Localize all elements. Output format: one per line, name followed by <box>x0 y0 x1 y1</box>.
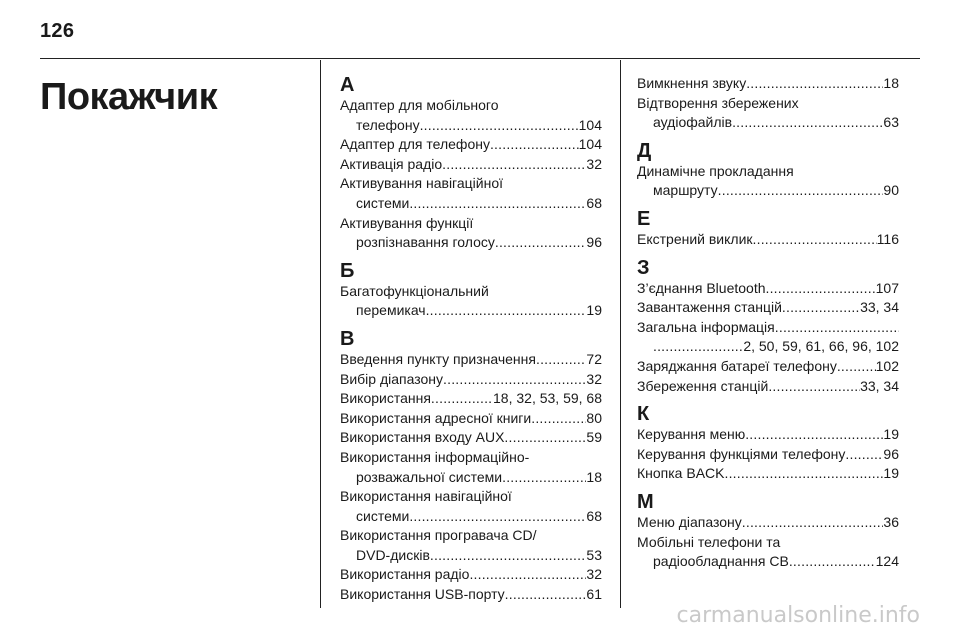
entry-line <box>637 74 899 94</box>
entry-text: Активація радіо <box>340 155 443 172</box>
entry-line <box>340 448 602 468</box>
index-entry <box>637 162 899 201</box>
entry-line <box>340 282 602 302</box>
entry-text: Заряджання батареї телефону <box>637 357 837 374</box>
entry-continuation <box>637 181 899 201</box>
entry-line <box>340 135 602 155</box>
index-entry <box>340 174 602 213</box>
page-ref: 68 <box>586 507 602 524</box>
index-section <box>340 328 602 605</box>
entry-line <box>637 357 899 377</box>
leader-dots <box>431 389 493 409</box>
page-ref: 19 <box>883 426 899 443</box>
entry-line <box>340 96 602 116</box>
index-entry <box>340 428 602 448</box>
index-entry <box>340 350 602 370</box>
entry-text: аудіофайлів <box>653 114 733 131</box>
index-entry <box>637 377 899 397</box>
section-letter: А <box>340 74 355 96</box>
page-ref: 59 <box>586 429 602 446</box>
index-column-2 <box>637 74 899 572</box>
leader-dots <box>718 181 884 201</box>
index-entry <box>340 155 602 175</box>
entry-text: Завантаження станцій <box>637 299 782 316</box>
leader-dots <box>430 546 587 566</box>
page-ref: 53 <box>586 546 602 563</box>
entry-text: радіообладнання CB <box>653 553 789 570</box>
entry-text: перемикач <box>356 302 426 319</box>
entry-continuation <box>340 116 602 136</box>
page-ref: 72 <box>586 350 602 367</box>
index-entry <box>340 565 602 585</box>
column-divider <box>620 60 621 608</box>
leader-dots <box>443 370 586 390</box>
page-ref: 32 <box>586 566 602 583</box>
index-entry <box>637 298 899 318</box>
page-ref: 116 <box>876 230 899 247</box>
entry-text: телефону <box>356 116 420 133</box>
entry-text: Мобільні телефони та <box>637 533 781 550</box>
leader-dots <box>502 468 586 488</box>
entry-text: Вимкнення звуку <box>637 75 747 91</box>
entry-text: розважальної системи <box>356 468 503 485</box>
leader-dots <box>732 113 883 133</box>
entry-line <box>340 585 602 605</box>
entry-text: Використання радіо <box>340 566 470 583</box>
index-entry <box>340 135 602 155</box>
entry-text: Збереження станцій <box>637 377 769 394</box>
leader-dots <box>531 409 586 429</box>
index-entry <box>637 94 899 133</box>
page-ref: 68 <box>586 194 602 211</box>
index-section <box>637 74 899 133</box>
leader-dots <box>746 74 883 94</box>
leader-dots <box>782 298 860 318</box>
entry-line <box>340 526 602 546</box>
page-ref: 33, 34 <box>860 377 899 394</box>
leader-dots <box>442 155 586 175</box>
entry-line <box>340 487 602 507</box>
index-entry <box>340 487 602 526</box>
page-ref: 61 <box>586 586 602 603</box>
entry-text: З’єднання Bluetooth <box>637 279 766 296</box>
entry-line <box>637 279 899 299</box>
index-section <box>637 257 899 397</box>
entry-line <box>340 389 602 409</box>
page-ref: 104 <box>578 136 602 153</box>
entry-line <box>340 350 602 370</box>
header-rule <box>40 58 920 59</box>
page-ref: 102 <box>875 357 899 374</box>
entry-continuation <box>637 113 899 133</box>
leader-dots <box>837 357 876 377</box>
section-letter: К <box>637 403 650 426</box>
leader-dots <box>505 585 587 605</box>
index-section <box>340 260 602 321</box>
entry-line <box>637 230 899 250</box>
entry-text: Екстрений виклик <box>637 230 753 247</box>
page-ref: 2, 50, 59, 61, 66, 96, 102 <box>743 338 899 355</box>
entry-text: Використання програвача CD/ <box>340 527 537 544</box>
entry-line <box>637 377 899 397</box>
entry-text: Багатофункціональний <box>340 282 489 299</box>
entry-continuation <box>340 507 602 527</box>
entry-text: Кнопка BACK <box>637 465 725 482</box>
page-ref: 124 <box>875 553 899 570</box>
entry-line <box>637 513 899 533</box>
leader-dots <box>753 230 877 250</box>
index-title: Покажчик <box>40 76 218 118</box>
entry-line <box>637 162 899 182</box>
index-section <box>637 140 899 201</box>
leader-dots <box>768 377 860 397</box>
entry-text: Керування функціями телефону <box>637 445 846 462</box>
page-ref: 18 <box>586 468 602 485</box>
entry-text: Використання інформаційно- <box>340 448 530 465</box>
entry-continuation <box>340 194 602 214</box>
entry-line <box>340 370 602 390</box>
page-ref: 80 <box>586 409 602 426</box>
entry-line <box>340 428 602 448</box>
watermark: carmanualsonline.info <box>676 603 920 628</box>
entry-text: Використання входу AUX <box>340 429 505 446</box>
index-entry <box>637 318 899 357</box>
index-entry <box>637 513 899 533</box>
entry-text: Активування навігаційної <box>340 175 503 192</box>
entry-line <box>637 298 899 318</box>
entry-text: Вибір діапазону <box>340 370 444 387</box>
entry-text: Використання навігаційної <box>340 488 512 505</box>
entry-text: Відтворення збережених <box>637 94 799 111</box>
index-entry <box>340 585 602 605</box>
entry-continuation <box>637 552 899 572</box>
page-ref: 107 <box>875 279 899 296</box>
section-letter: Б <box>340 259 355 282</box>
leader-dots <box>495 233 587 253</box>
index-entry <box>340 214 602 253</box>
entry-text: Меню діапазону <box>637 513 742 530</box>
leader-dots <box>469 565 586 585</box>
page-ref: 32 <box>586 370 602 387</box>
section-letter: З <box>637 256 650 279</box>
index-entry <box>340 370 602 390</box>
entry-text: Адаптер для телефону <box>340 136 490 153</box>
leader-dots <box>766 279 876 299</box>
index-section <box>340 74 602 253</box>
entry-line <box>637 445 899 465</box>
leader-dots <box>845 445 883 465</box>
index-entry <box>340 448 602 487</box>
entry-text: Загальна інформація <box>637 318 775 335</box>
entry-line <box>637 318 899 338</box>
page-ref: 19 <box>883 465 899 482</box>
index-entry <box>637 425 899 445</box>
section-letter: В <box>340 327 355 350</box>
entry-line <box>340 155 602 175</box>
page-ref: 18, 32, 53, 59, 68 <box>493 390 602 407</box>
leader-dots <box>789 552 876 572</box>
page-ref: 104 <box>578 116 602 133</box>
page-ref: 32 <box>586 155 602 172</box>
section-letter: Д <box>637 139 652 162</box>
page-number: 126 <box>40 20 75 42</box>
leader-dots <box>490 135 579 155</box>
entry-text: Динамічне прокладання <box>637 162 794 179</box>
page-ref: 90 <box>883 182 899 199</box>
index-entry <box>340 409 602 429</box>
index-entry <box>637 230 899 250</box>
entry-line <box>340 565 602 585</box>
leader-dots <box>420 116 579 136</box>
section-letter: Е <box>637 207 651 230</box>
entry-text: Введення пункту призначення <box>340 350 536 367</box>
index-entry <box>637 74 899 94</box>
entry-line <box>637 533 899 553</box>
entry-text: Активування функції <box>340 214 474 231</box>
index-section <box>637 491 899 572</box>
entry-line <box>340 409 602 429</box>
leader-dots <box>775 318 899 338</box>
entry-text: системи <box>356 507 410 524</box>
entry-text: системи <box>356 194 410 211</box>
page-ref: 63 <box>883 114 899 131</box>
page-ref: 19 <box>586 302 602 319</box>
entry-line <box>637 464 899 484</box>
index-entry <box>637 445 899 465</box>
index-entry <box>340 282 602 321</box>
page-ref: 96 <box>586 234 602 251</box>
entry-line <box>637 94 899 114</box>
entry-text: Використання адресної книги <box>340 409 532 426</box>
index-column-1 <box>340 74 602 605</box>
entry-continuation <box>340 546 602 566</box>
page-ref: 36 <box>883 513 899 530</box>
entry-continuation <box>340 301 602 321</box>
entry-text: Адаптер для мобільного <box>340 97 499 113</box>
entry-text: Використання USB-порту <box>340 586 505 603</box>
entry-continuation <box>637 337 899 357</box>
entry-text: Використання <box>340 390 431 407</box>
leader-dots <box>409 194 586 214</box>
column-divider <box>320 60 321 608</box>
leader-dots <box>536 350 586 370</box>
entry-text: Керування меню <box>637 426 746 443</box>
leader-dots <box>504 428 586 448</box>
section-letter: М <box>637 490 654 513</box>
index-entry <box>637 357 899 377</box>
index-entry <box>637 533 899 572</box>
leader-dots <box>426 301 587 321</box>
leader-dots <box>725 464 884 484</box>
page-ref: 18 <box>883 75 899 91</box>
entry-line <box>340 174 602 194</box>
index-section <box>637 208 899 250</box>
index-entry <box>637 279 899 299</box>
page-ref: 33, 34 <box>860 299 899 316</box>
entry-text: маршруту <box>653 182 718 199</box>
entry-continuation <box>340 233 602 253</box>
index-entry <box>340 96 602 135</box>
leader-dots <box>745 425 883 445</box>
page-ref: 96 <box>883 445 899 462</box>
index-entry <box>340 389 602 409</box>
entry-line <box>340 214 602 234</box>
entry-text: розпізнавання голосу <box>356 234 495 251</box>
index-section <box>637 403 899 484</box>
leader-dots <box>653 337 743 357</box>
entry-line <box>637 425 899 445</box>
index-entry <box>340 526 602 565</box>
index-entry <box>637 464 899 484</box>
entry-text: DVD-дисків <box>356 546 430 563</box>
leader-dots <box>742 513 884 533</box>
leader-dots <box>409 507 586 527</box>
entry-continuation <box>340 468 602 488</box>
